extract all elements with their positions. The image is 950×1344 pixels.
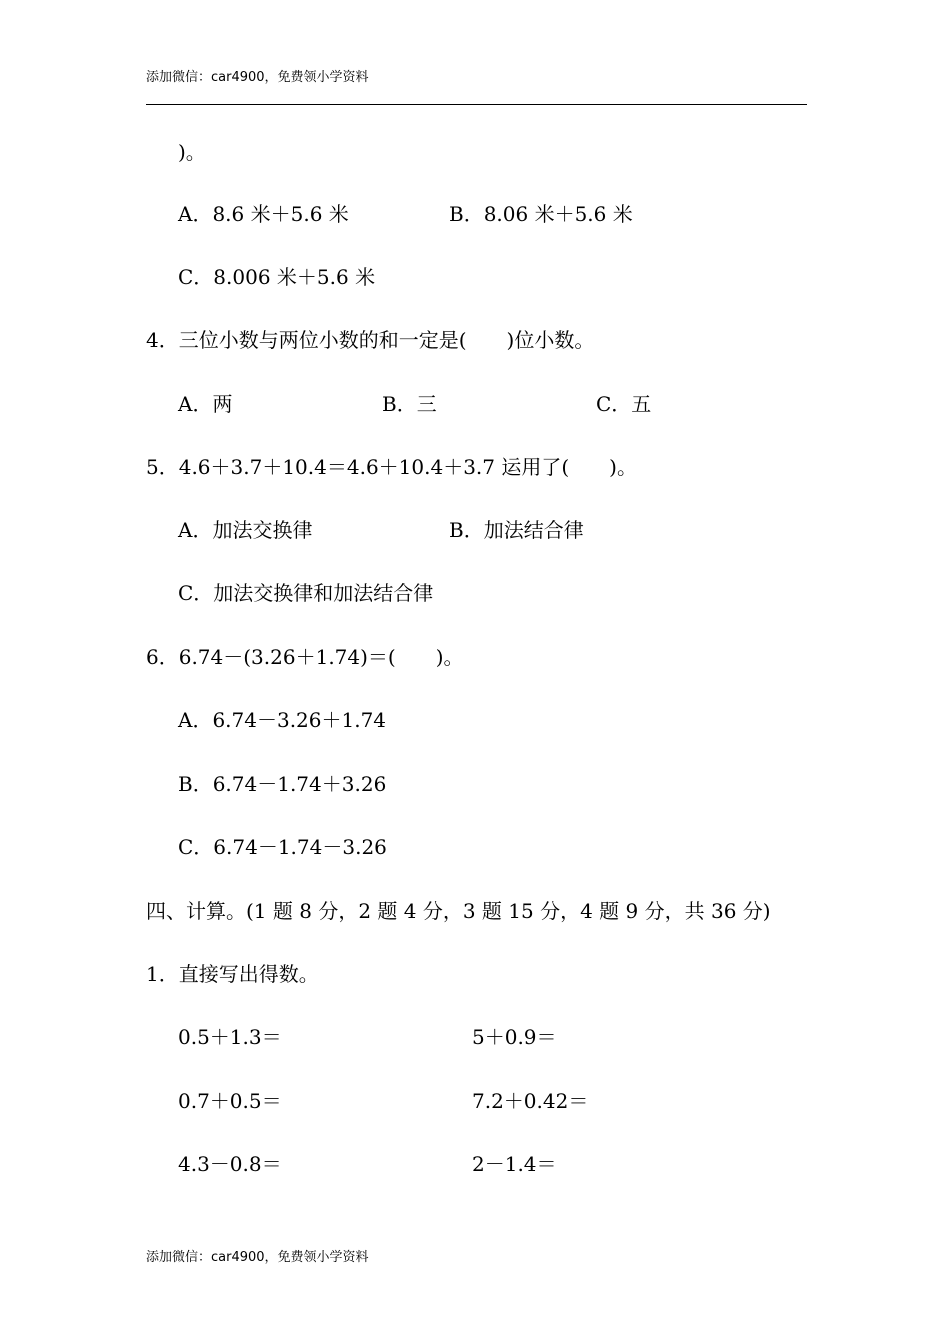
calc-item: 4.3－0.8＝ [178,1152,282,1176]
question-4-option-c: C．五 [596,392,652,416]
question-4-option-a: A．两 [178,392,233,416]
question-6-option-c: C．6.74－1.74－3.26 [178,835,387,859]
question-6-option-b: B．6.74－1.74＋3.26 [178,772,387,796]
question-3-option-b: B．8.06 米＋5.6 米 [449,202,633,226]
question-6-stem: 6．6.74－(3.26＋1.74)＝( )。 [146,645,464,669]
calc-item: 5＋0.9＝ [472,1025,557,1049]
question-5-stem: 5．4.6＋3.7＋10.4＝4.6＋10.4＋3.7 运用了( )。 [146,455,637,479]
question-6-option-a: A．6.74－3.26＋1.74 [178,708,387,732]
calc-item: 0.7＋0.5＝ [178,1089,282,1113]
question-5-option-b: B．加法结合律 [449,518,584,542]
question-3-option-a: A．8.6 米＋5.6 米 [178,202,349,226]
question-5-option-c: C．加法交换律和加法结合律 [178,581,434,605]
question-3-option-c: C．8.006 米＋5.6 米 [178,265,376,289]
question-5-option-a: A．加法交换律 [178,518,313,542]
header-divider [146,104,807,105]
calc-item: 0.5＋1.3＝ [178,1025,282,1049]
question-3-continuation: )。 [178,140,206,164]
question-4-option-b: B．三 [382,392,437,416]
section-4-question-1-stem: 1．直接写出得数。 [146,962,319,986]
calc-item: 7.2＋0.42＝ [472,1089,589,1113]
page-footer: 添加微信：car4900，免费领小学资料 [146,1250,369,1265]
question-4-stem: 4．三位小数与两位小数的和一定是( )位小数。 [146,328,595,352]
page-header: 添加微信：car4900，免费领小学资料 [146,70,369,85]
section-4-title: 四、计算。(1 题 8 分，2 题 4 分，3 题 15 分，4 题 9 分，共 36 分) [146,899,771,923]
calc-item: 2－1.4＝ [472,1152,557,1176]
